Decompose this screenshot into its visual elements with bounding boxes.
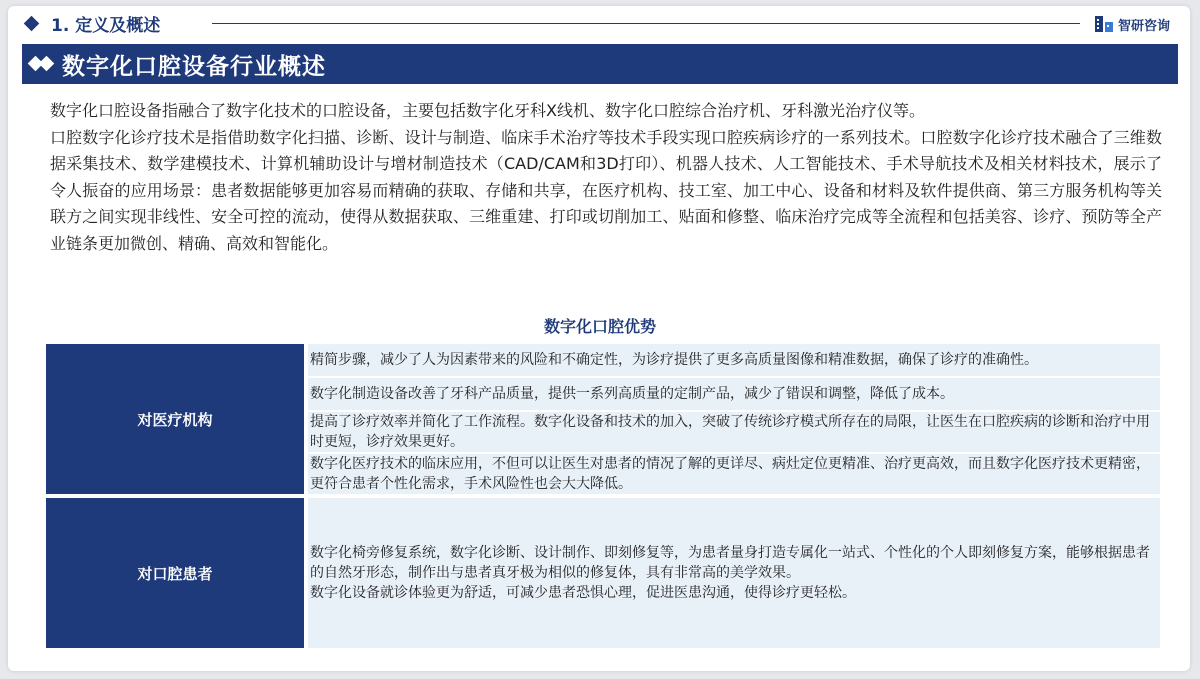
intro-paragraph: 口腔数字化诊疗技术是指借助数字化扫描、诊断、设计与制造、临床手术治疗等技术手段实现口腔疾病诊疗的一系列技术。口腔数字化诊疗技术融合了三维数据采集技术、数学建模技术、计算机辅助设计与增材制造技术（CAD/CAM和3D打印）、机器人技术、人工智能技术、手术导航技术及相关材料技术，展示了令人振奋的应用场景：患者数据能够更加容易而精确的获取、存储和共享，在医疗机构、技工室、加工中心、设备和材料及软件提供商、第三方服务机构等关联方之间实现非线性、安全可控的流动，使得从数据获取、三维重建、打印或切削加工、贴面和修整、临床治疗完成等全流程和包括美容、诊疗、预防等全产业链条更加微创、精确、高效和智能化。 <box>50 127 1162 253</box>
table-row <box>46 344 1160 494</box>
section-title: 1. 定义及概述 <box>51 15 161 36</box>
advantage-point: 数字化制造设备改善了牙科产品质量，提供一系列高质量的定制产品，减少了错误和调整，降低了成本。 <box>308 378 1160 410</box>
banner-title: 数字化口腔设备行业概述 <box>62 53 326 80</box>
advantage-point: 数字化设备就诊体验更为舒适，可减少患者恐惧心理，促进医患沟通，使得诊疗更轻松。 <box>310 585 856 601</box>
double-diamond-icon <box>28 44 62 84</box>
advantage-point: 精简步骤，减少了人为因素带来的风险和不确定性，为诊疗提供了更多高质量图像和精准数据，确保了诊疗的准确性。 <box>308 344 1160 376</box>
title-banner <box>22 44 1178 84</box>
building-logo-icon <box>1094 14 1114 34</box>
advantage-point: 数字化椅旁修复系统，数字化诊断、设计制作、即刻修复等，为患者量身打造专属化一站式、个性化的个人即刻修复方案，能够根据患者的自然牙形态，制作出与患者真牙极为相似的修复体，具有非常高的美学效果。 <box>310 545 1150 581</box>
table-row <box>46 498 1160 648</box>
advantage-point: 数字化医疗技术的临床应用，不但可以让医生对患者的情况了解的更详尽、病灶定位更精准、治疗更高效，而且数字化医疗技术更精密，更符合患者个性化需求，手术风险性也会大大降低。 <box>308 454 1160 494</box>
points-cell <box>308 498 1160 648</box>
advantage-point: 提高了诊疗效率并简化了工作流程。数字化设备和技术的加入，突破了传统诊疗模式所存在的局限，让医生在口腔疾病的诊断和治疗中用时更短，诊疗效果更好。 <box>308 412 1160 452</box>
category-cell: 对医疗机构 <box>46 344 304 494</box>
category-cell: 对口腔患者 <box>46 498 304 648</box>
diamond-bullet-icon <box>24 15 40 31</box>
points-cell <box>308 344 1160 494</box>
intro-text <box>50 98 1162 257</box>
section-header <box>22 12 160 34</box>
logo <box>1094 14 1170 34</box>
table-caption: 数字化口腔优势 <box>543 317 656 336</box>
logo-text: 智研咨询 <box>1118 18 1171 34</box>
intro-paragraph: 数字化口腔设备指融合了数字化技术的口腔设备，主要包括数字化牙科X线机、数字化口腔综合治疗机、牙科激光治疗仪等。 <box>50 101 925 120</box>
header-divider <box>212 23 1080 24</box>
